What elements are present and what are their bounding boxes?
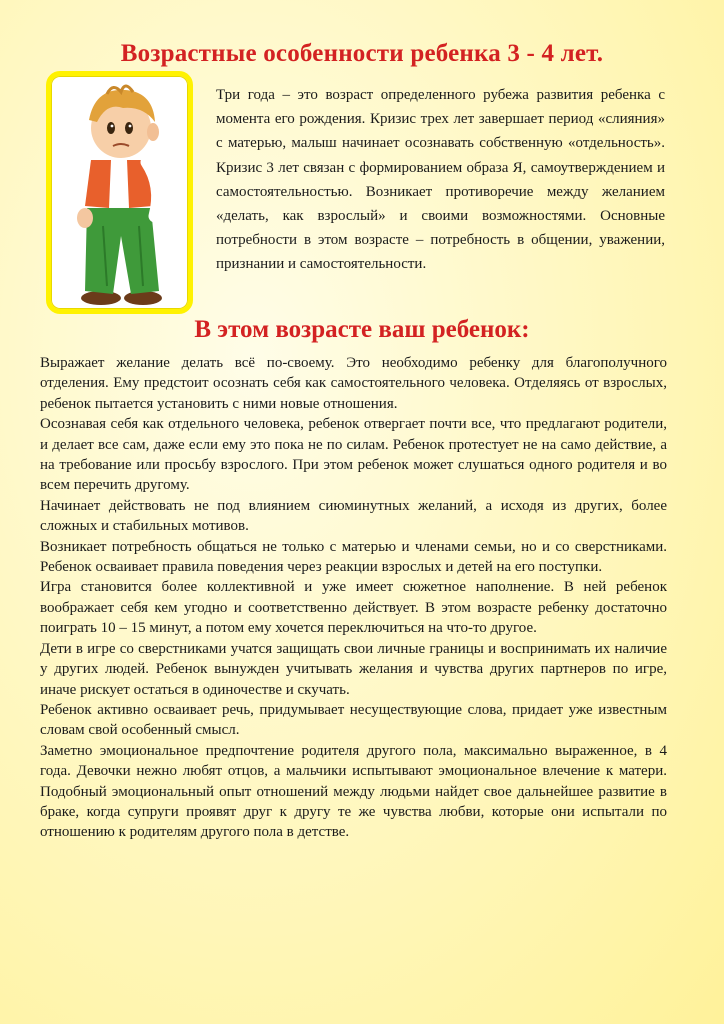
boy-cartoon-illustration xyxy=(51,76,188,309)
paragraph: Ребенок активно осваивает речь, придумывает несуществующие слова, придает уже известным словам свой особенный смысл. xyxy=(40,701,667,739)
section-title: В этом возрасте ваш ребенок: xyxy=(194,316,530,343)
paragraph: Возникает потребность общаться не только с матерью и членами семьи, но и со сверстниками. Ребенок осваивает правила поведения через реакции взрослых и детей на его поступки. xyxy=(40,538,667,576)
paragraph: Дети в игре со сверстниками учатся защищать свои личные границы и воспринимать их наличие у других людей. Ребенок вынужден учитывать желания и чувства других партнеров по игре, иначе рискует остаться в одиночестве и скучать. xyxy=(40,640,667,698)
body-text xyxy=(40,353,667,843)
paragraph: Выражает желание делать всё по-своему. Это необходимо ребенку для благополучного отделения. Ему предстоит осознать себя как самостоятельного человека. Отделяясь от взрослых, ребенок пытается установить с ними новые отношения. xyxy=(40,355,667,412)
page-title: Возрастные особенности ребенка 3 - 4 лет. xyxy=(120,40,604,67)
paragraph: Игра становится более коллективной и уже имеет сюжетное наполнение. В ней ребенок воображает себя кем угодно и соответственно действует. В этом возрасте ребенку достаточно поиграть 10 – 15 минут, а потом ему хочется переключиться на что-то другое. xyxy=(40,579,667,637)
illustration-frame xyxy=(46,71,193,314)
intro-paragraph: Три года – это возраст определенного рубежа развития ребенка с момента его рождения. Кризис трех лет завершает период «слияния» с матерью, малыш начинает осознавать собственную «отдельность». Кризис 3 лет связан с формированием образа Я, самоутверждением и самостоятельностью. Возникает противоречие между желанием «делать, как взрослый» и своими возможностями. Основные потребности в этом возрасте – потребность в общении, уважении, признании и самостоятельности. xyxy=(216,87,665,273)
paragraph: Начинает действовать не под влиянием сиюминутных желаний, а исходя из других, более сложных и стабильных мотивов. xyxy=(40,497,667,535)
paragraph: Осознавая себя как отдельного человека, ребенок отвергает почти все, что предлагают родители, и делает все сам, даже если ему это пока не по силам. Ребенок протестует не на само действие, а на требование или просьбу взрослого. При этом ребенок может слушаться одного родителя и во всем перечить другому. xyxy=(40,416,667,494)
paragraph: Заметно эмоциональное предпочтение родителя другого пола, максимально выраженное, в 4 года. Девочки нежно любят отцов, а мальчики испытывают эмоциональное влечение к матери. Подобный эмоциональный опыт отношений между людьми найдет свое дальнейшее развитие в браке, когда супруги проявят друг к другу те же чувства любви, которые они испытали по отношению к родителям другого пола в детстве. xyxy=(40,742,667,841)
